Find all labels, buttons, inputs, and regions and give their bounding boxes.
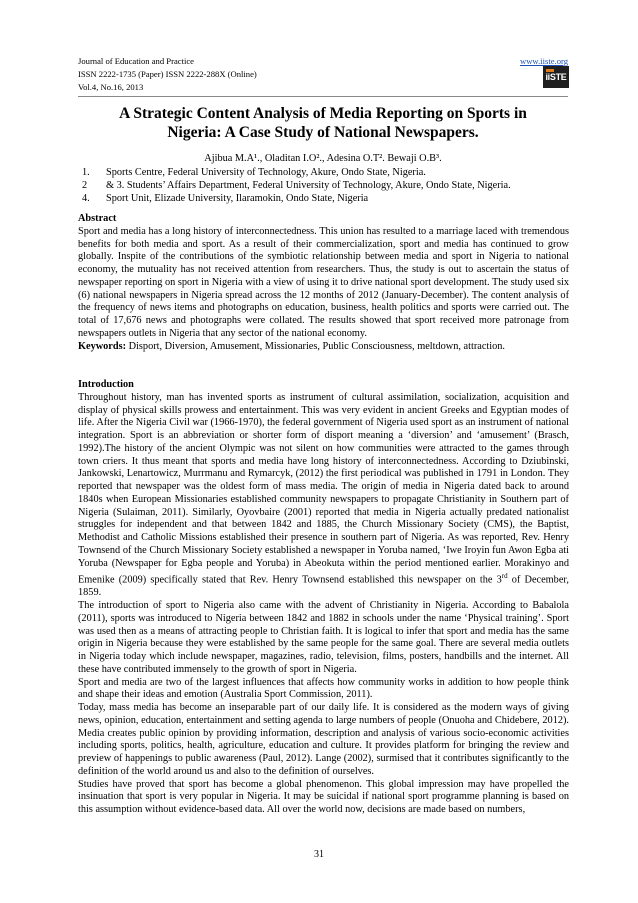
keywords-label: Keywords: [78,340,127,352]
introduction-paragraph-1 [78,392,569,600]
affiliation-text: Sport Unit, Elizade University, Ilaramokin, Ondo State, Nigeria [106,193,369,204]
affiliation-number: 1. [82,167,90,178]
abstract-body: Sport and media has a long history of interconnectedness. This union has resulted to a marriage laced with tremendous benefits for both media and sport. As a result of their commercialization, sport and media has continued to grow globally. Inspite of the contributions of the symbiotic relationship between media and sport in Nigeria to national economy, the mutuality has not received attention from researchers. Thus, the study is out to ascertain the status of newspaper reporting on sport in Nigeria with a view of using it to drive national sport development. The study used six (6) national newspapers in Nigeria spread across the 12 months of 2012 (January-December). The content analysis of the frequency of news items and photographs on education, business, health politics and sports were carried out. The total of 17,676 news and photographs were collated. The results showed that sport received more patronage from newspapers outlets in Nigeria that any sector of the national economy. [78,225,569,339]
introduction-section [78,379,569,817]
affiliation-number: 2 [82,180,88,191]
abstract-heading: Abstract [78,213,117,224]
title-line-1: A Strategic Content Analysis of Media Reporting on Sports in [119,105,527,122]
affiliation-text: & 3. Students’ Affairs Department, Federal University of Technology, Akure, Ondo State, Nigeria. [106,180,511,191]
keywords-line [78,341,569,354]
title-line-2: Nigeria: A Case Study of National Newspapers. [167,124,479,141]
header-divider [78,96,568,97]
paper-title [70,104,576,142]
affiliation-1 [82,166,572,179]
affiliation-text: Sports Centre, Federal University of Technology, Akure, Ondo State, Nigeria. [106,167,426,178]
iiste-logo: iiSTE [543,66,569,88]
keywords-text: Disport, Diversion, Amusement, Missionaries, Public Consciousness, meltdown, attraction. [126,340,505,352]
introduction-paragraph-2: The introduction of sport to Nigeria also came with the advent of Christianity in Nigeria. According to Babalola (2011), sports was introduced to Nigeria between 1842 and 1882 in schools under the name ‘Physical training’. Sport was used then as a means of attracting people to Christian faith. It is logical to infer that sport and media has the same origin in Nigeria because they were established by the same people for the same goal. There are several media outlets in Nigeria today which include newspaper, magazines, radio, television, films, posters, handbills and the internet. All these have contributed immensely to the growth of sport in Nigeria. [78,600,569,675]
introduction-paragraph-5: Studies have proved that sport has become a global phenomenon. This global impression may have propelled the insinuation that sport is very popular in Nigeria. It may be suicidal if national sport programme planning is based on this assumption without evidence-based data. All over the world now, decisions are made based on numbers, [78,778,569,816]
journal-header [78,55,568,94]
ordinal-suffix: rd [501,572,508,581]
ordinal-number: 3 [496,574,502,586]
affiliation-number: 4. [82,193,90,204]
introduction-paragraph-3: Sport and media are two of the largest influences that affects how community works in addition to how people think and shape their ideas and emotion (Australia Sport Commission, 2011). [78,676,569,701]
journal-url-link[interactable]: www.iiste.org [520,56,568,66]
affiliation-3 [82,192,572,205]
introduction-heading: Introduction [78,379,134,390]
paragraph-text: Throughout history, man has invented sports as instrument of cultural assimilation, socialization, acquisition and display of physical skills prowess and entertainment. This was very evident in ancient Greeks and Egyptian modes of life. After the Nigeria Civil war (1966-1970), the federal government of Nigeria used sport as an instrument of national integration. Sport is an abbreviation or shorter form of disport meaning a ‘diversion’ and ‘amusement’ (Brasch, 1992).The history of the ancient Olympic was not silent on how communities were attracted to the games through town criers. It thus meant that sports and media have long history of interconnectedness. According to Dziubinski, Jankowski, Lenartowicz, Murrmanu and Rymarcyk, (2012) the first periodical was published in 1791 in London. They reported that newspaper was the oldest form of mass media. The origin of media in Nigeria dated back to around 1840s when European Missionaries established community newspapers to propagate Christianity in Southern part of Nigeria (Sulaiman, 2011). Similarly, Oyovbaire (2001) reported that media in Nigeria actually predated nationalist struggles for independent and that between 1842 and 1885, the Church Missionary Society (CMS), the Baptist, Methodist and Catholic Missions established their presence in southern part of Nigeria. As was reported, Rev. Henry Townsend of the Church Missionary Society established a newspaper in Yoruba named, ‘Iwe Iroyin fun Awon Egba ati Yoruba (Newspaper for Egba people and Yoruba) in Abeokuta within the period mentioned earlier. Morakinyo and Emenike (2009) specifically stated that Rev. Henry Townsend established this newspaper on the [78,391,569,586]
journal-name: Journal of Education and Practice [78,56,194,66]
introduction-paragraph-4: Today, mass media has become an inseparable part of our daily life. It is considered as the modern ways of giving news, opinion, education, entertainment and setting agenda to large numbers of people (Onuoha and Chidebere, 2012). Media creates public opinion by providing information, description and analysis of various socio-economic activities including sports, politics, health, agriculture, education and culture. It provides platform for bringing the review and preview of happenings to public awareness (Paul, 2012). Lange (2002), surmised that it contributes significantly to the definition of the world around us and also to the definition of ourselves. [78,702,569,777]
affiliation-2 [82,179,572,192]
abstract-section [78,213,569,353]
author-list: Ajibua M.A¹., Oladitan I.O²., Adesina O.T². Bewaji O.B³. [204,153,442,164]
journal-issn: ISSN 2222-1735 (Paper) ISSN 2222-288X (Online) [78,69,257,79]
paragraph-text-end: of December, 1859. [78,574,569,599]
page-number: 31 [314,849,324,860]
journal-volume: Vol.4, No.16, 2013 [78,82,144,92]
